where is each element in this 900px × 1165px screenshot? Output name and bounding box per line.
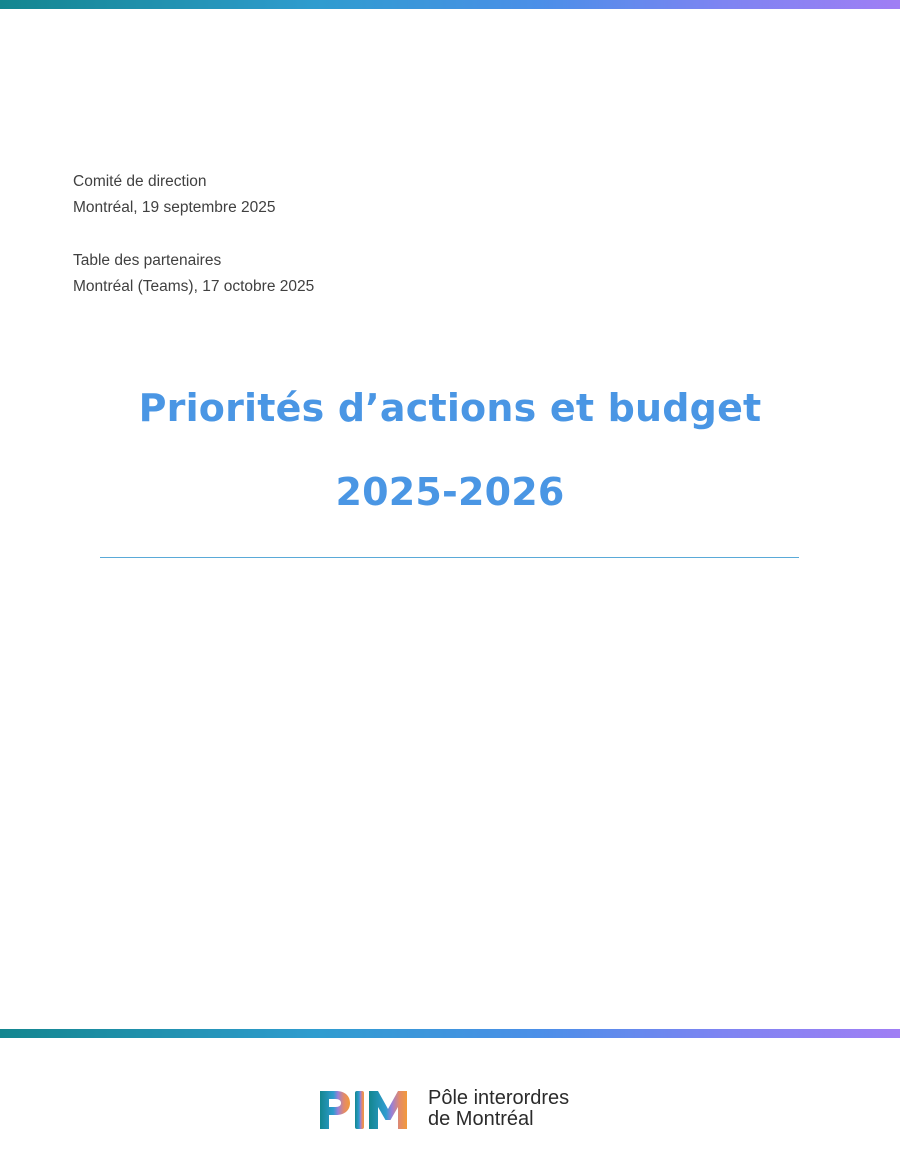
pim-logo bbox=[316, 1087, 569, 1131]
org-name-line1: Pôle interordres bbox=[428, 1087, 570, 1109]
meeting-info-1 bbox=[73, 169, 275, 221]
meeting-info-2 bbox=[73, 248, 314, 300]
org-name-line2: de Montréal bbox=[428, 1108, 534, 1130]
pim-logo-mark bbox=[316, 1087, 414, 1131]
meeting-place-date: Montréal, 19 septembre 2025 bbox=[73, 199, 276, 216]
document-title: Priorités d’actions et budget bbox=[138, 386, 762, 430]
meeting-body: Table des partenaires bbox=[73, 252, 222, 269]
bottom-gradient-bar bbox=[0, 1029, 900, 1038]
title-divider bbox=[100, 557, 799, 558]
meeting-body: Comité de direction bbox=[73, 173, 207, 190]
document-title-year: 2025-2026 bbox=[335, 470, 565, 514]
top-gradient-bar bbox=[0, 0, 900, 9]
org-name bbox=[428, 1088, 569, 1130]
meeting-place-date: Montréal (Teams), 17 octobre 2025 bbox=[73, 278, 315, 295]
